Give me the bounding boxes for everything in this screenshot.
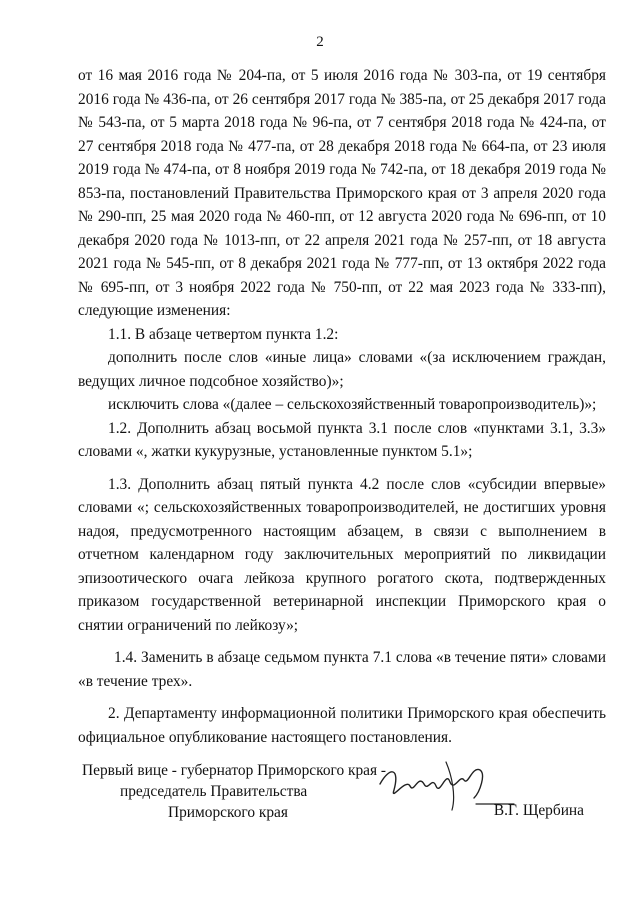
page-number: 2: [316, 34, 324, 50]
paragraph-2: 2. Департаменту информационной политики Приморского края обеспечить официальное опубликование настоящего постановления.: [78, 705, 606, 746]
signature-block: [60, 762, 620, 842]
signer-title-line-2: председатель Правительства: [120, 783, 308, 800]
document-body: [78, 64, 606, 749]
paragraph-1-1-exclude: исключить слова «(далее – сельскохозяйственный товаропроизводитель)»;: [108, 396, 597, 413]
paragraph-1-4: 1.4. Заменить в абзаце седьмом пункта 7.1 слова «в течение пяти» словами «в течение трех».: [78, 649, 606, 690]
paragraph-1-1: 1.1. В абзаце четвертом пункта 1.2:: [108, 325, 339, 343]
paragraph-1-1-add: дополнить после слов «иные лица» словами «(за исключением граждан, ведущих личное подсобное хозяйство)»;: [78, 349, 606, 390]
paragraph-1-2: 1.2. Дополнить абзац восьмой пункта 3.1 после слов «пунктами 3.1, 3.3» словами «, жатки кукурузные, установленные пунктом 5.1»;: [78, 419, 606, 460]
paragraph-amendment-list: от 16 мая 2016 года № 204-па, от 5 июля 2016 года № 303-па, от 19 сентября 2016 года № 436-па, от 26 сентября 2017 года № 385-па, от 25 декабря 2017 года № 543-па, от 5 марта 2018 года № 96-па, от 7 сентября 2018 года № 424-па, от 27 сентября 2018 года № 477-па, от 28 декабря 2018 года № 664-па, от 23 июля 2019 года № 474-па, от 8 ноября 2019 года № 742-па, от 18 декабря 2019 года № 853-па, постановлений Правительства Приморского края от 3 апреля 2020 года № 290-пп, 25 мая 2020 года № 460-пп, от 12 августа 2020 года № 696-пп, от 10 декабря 2020 года № 1013-пп, от 22 апреля 2021 года № 257-пп, от 18 августа 2021 года № 545-пп, от 8 декабря 2021 года № 777-пп, от 13 октября 2022 года № 695-пп, от 3 ноября 2022 года № 750-пп, от 22 мая 2023 года № 333-пп), следующие изменения:: [78, 67, 606, 319]
signer-title-line-3: Приморского края: [168, 804, 288, 821]
paragraph-1-3: 1.3. Дополнить абзац пятый пункта 4.2 после слов «субсидии впервые» словами «; сельскохозяйственных товаропроизводителей, не достигших уровня надоя, предусмотренного настоящим абзацем, в связи с выполнением в отчетном календарном году заключительных мероприятий по ликвидации эпизоотического очага лейкоза крупного рогатого скота, подтвержденных приказом государственной ветеринарной инспекции Приморского края о снятии ограничений по лейкозу»;: [78, 475, 606, 634]
signer-title-line-1: Первый вице - губернатор Приморского края -: [82, 762, 387, 779]
signer-name: В.Г. Щербина: [493, 802, 584, 819]
